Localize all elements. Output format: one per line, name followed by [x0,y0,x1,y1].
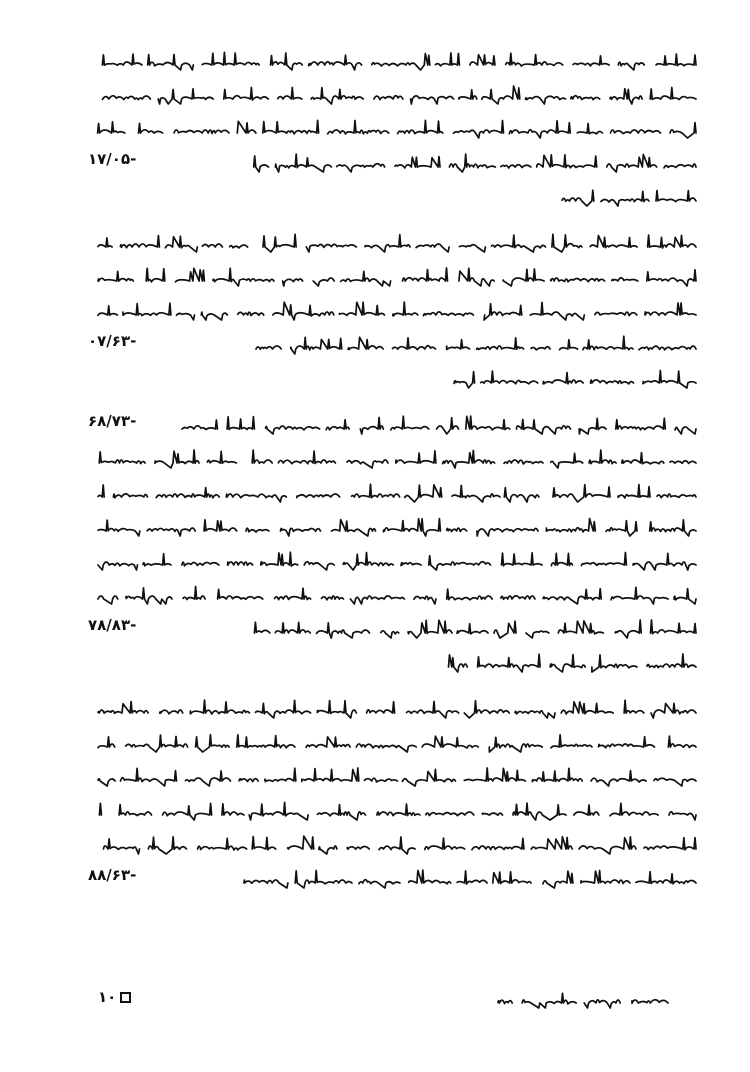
text-line [88,760,698,794]
script-line [94,300,698,322]
script-line [98,50,698,72]
script-line [94,834,698,856]
text-line [88,226,698,260]
handwriting-stroke [244,870,696,888]
handwriting-stroke [98,768,696,786]
handwriting-stroke [454,371,696,389]
script-line [450,368,698,390]
handwriting-stroke [99,802,696,820]
handwriting-stroke [256,336,696,354]
handwriting-stroke [254,620,696,638]
handwriting-stroke [102,86,696,104]
script-line [250,152,698,174]
text-line [88,544,698,578]
handwriting-stroke [98,519,696,536]
text-line [88,646,698,680]
handwriting-stroke [98,700,696,718]
text-line [88,476,698,510]
text-line [88,328,698,362]
script-line [94,266,698,288]
text-line [88,294,698,328]
handwriting-stroke [182,416,696,434]
handwriting-stroke [562,190,696,206]
page-number-text: ۱۰ [98,988,117,1006]
text-line [88,862,698,896]
running-title-icon [492,988,670,1010]
script-line [94,482,698,504]
script-line [94,800,698,822]
text-line [88,828,698,862]
handwriting-stroke [254,154,696,172]
script-line [94,732,698,754]
handwriting-stroke [98,120,696,138]
handwriting-stroke [498,993,668,1008]
script-line [94,516,698,538]
handwriting-stroke [98,484,696,502]
text-line [88,362,698,396]
handwriting-stroke [98,234,696,252]
script-line [494,988,670,1010]
script-line [96,84,698,106]
handwriting-stroke [99,450,696,468]
handwriting-stroke [102,52,696,70]
verse-reference: ۸۸/۶۳- [88,866,137,884]
script-line [94,698,698,720]
text-line [88,442,698,476]
text-line [88,692,698,726]
verse-reference: ۶۸/۷۳- [88,412,137,430]
manuscript-text-block [88,44,698,896]
text-line [88,180,698,214]
text-line [88,44,698,78]
script-line [558,186,698,208]
text-line [88,794,698,828]
handwriting-stroke [449,654,697,672]
text-line [88,408,698,442]
handwriting-stroke [98,552,696,570]
text-line [88,726,698,760]
text-line [88,146,698,180]
text-line [88,112,698,146]
script-line [94,766,698,788]
script-line [94,118,698,140]
script-line [252,334,698,356]
script-line [94,448,698,470]
handwriting-stroke [104,836,697,854]
handwriting-stroke [98,735,696,752]
script-line [94,550,698,572]
script-line [94,232,698,254]
script-line [94,584,698,606]
text-line [88,78,698,112]
verse-reference: ۱۷/۰۵- [88,150,137,168]
verse-reference: ۷۸/۸۳- [88,616,137,634]
handwriting-stroke [98,302,696,320]
square-icon [120,992,131,1003]
text-line [88,578,698,612]
script-line [250,618,698,640]
script-line [440,652,698,674]
text-line [88,260,698,294]
script-line [178,414,698,436]
handwriting-stroke [98,587,696,605]
handwriting-stroke [98,268,696,286]
script-line [240,868,698,890]
text-line [88,612,698,646]
text-line [88,510,698,544]
verse-reference: ۰۷/۶۳- [88,332,137,350]
page-number [98,988,131,1006]
